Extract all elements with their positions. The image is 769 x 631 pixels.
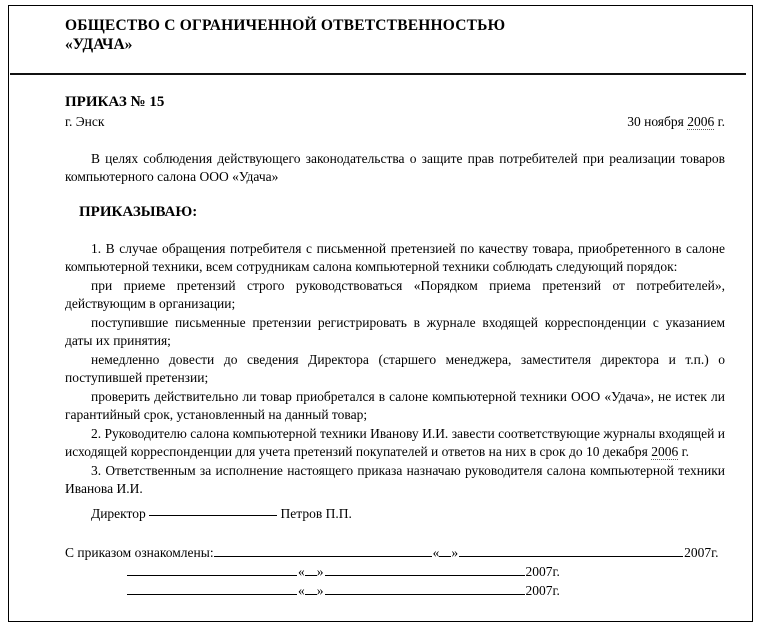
organization-name: «УДАЧА»	[65, 36, 133, 53]
day-blank[interactable]	[305, 583, 317, 595]
order-item-1-sub-2: поступившие письменные претензии регистрировать в журнале входящей корреспонденции с указанием даты их принятия;	[65, 315, 725, 348]
day-placeholder[interactable]	[432, 543, 460, 562]
acknowledgement-year: 2007г.	[525, 564, 560, 579]
day-placeholder[interactable]	[297, 581, 325, 600]
order-item-2	[65, 425, 725, 460]
day-placeholder[interactable]	[297, 562, 325, 581]
acknowledgement-year: 2007г.	[684, 545, 719, 560]
acknowledgement-block	[65, 543, 725, 600]
order-item-1-sub-1: при приеме претензий строго руководствоваться «Порядком приема претензий от потребителей», действующим в организации;	[65, 278, 725, 311]
document-body	[65, 16, 725, 600]
quote-close: »	[316, 583, 324, 598]
order-item-3: 3. Ответственным за исполнение настоящего приказа назначаю руководителя салона компьютерной техники Иванова И.И.	[65, 463, 725, 496]
acknowledgement-row	[65, 562, 725, 581]
order-item-1-sub-4: проверить действительно ли товар приобретался в салоне компьютерной техники ООО «Удача», не истек ли гарантийный срок, установленный на данный товар;	[65, 389, 725, 422]
order-number: ПРИКАЗ № 15	[65, 94, 165, 110]
quote-open: «	[432, 545, 440, 560]
acknowledgement-name-line[interactable]	[214, 544, 432, 557]
quote-close: »	[451, 545, 459, 560]
quote-close: »	[316, 564, 324, 579]
acknowledgement-year: 2007г.	[525, 583, 560, 598]
acknowledgement-name-line[interactable]	[127, 563, 297, 576]
order-date-suffix: г.	[714, 114, 725, 129]
quote-open: «	[298, 583, 305, 598]
order-item-1-sub-3: немедленно довести до сведения Директора (старшего менеджера, заместителя директора и т.п.) о поступившей претензии;	[65, 352, 725, 385]
acknowledgement-month-line[interactable]	[325, 563, 525, 576]
document-page	[8, 5, 753, 622]
acknowledgement-month-line[interactable]	[325, 582, 525, 595]
order-date-year: 2006	[687, 114, 715, 129]
preamble-paragraph: В целях соблюдения действующего законодательства о защите прав потребителей при реализации товаров компьютерного салона ООО «Удача»	[65, 151, 725, 184]
order-item-1: 1. В случае обращения потребителя с письменной претензией по качеству товара, приобретенного в салоне компьютерной техники, всем сотрудникам салона компьютерной техники соблюдать следующий порядок:	[65, 241, 725, 274]
acknowledgement-row	[65, 581, 725, 600]
city-date-row	[65, 112, 725, 132]
signature-line[interactable]	[149, 504, 277, 516]
acknowledgement-name-line[interactable]	[127, 582, 297, 595]
order-item-2-year: 2006	[651, 443, 679, 459]
day-blank[interactable]	[305, 564, 317, 576]
day-blank[interactable]	[439, 545, 451, 557]
signature-name: Петров П.П.	[280, 506, 352, 521]
order-date	[627, 112, 725, 132]
order-item-2-text-before-year: 2. Руководителю салона компьютерной техники Иванову И.И. завести соответствующие журналы входящей и исходящей корреспонденции для учета претензий покупателей и ответов на них в срок до 10 декабря	[65, 426, 725, 459]
acknowledgement-month-line[interactable]	[459, 544, 683, 557]
order-item-2-text-after-year: г.	[678, 443, 690, 459]
order-date-prefix: 30 ноября	[627, 114, 688, 129]
acknowledgement-row	[65, 543, 725, 562]
city-label: г. Энск	[65, 114, 105, 129]
acknowledgement-label: С приказом ознакомлены:	[65, 545, 214, 560]
quote-open: «	[298, 564, 305, 579]
order-verb-heading: ПРИКАЗЫВАЮ:	[79, 204, 198, 220]
signature-row	[65, 504, 725, 523]
signature-role: Директор	[91, 506, 146, 521]
organization-title: ОБЩЕСТВО С ОГРАНИЧЕННОЙ ОТВЕТСТВЕННОСТЬЮ	[65, 17, 506, 34]
